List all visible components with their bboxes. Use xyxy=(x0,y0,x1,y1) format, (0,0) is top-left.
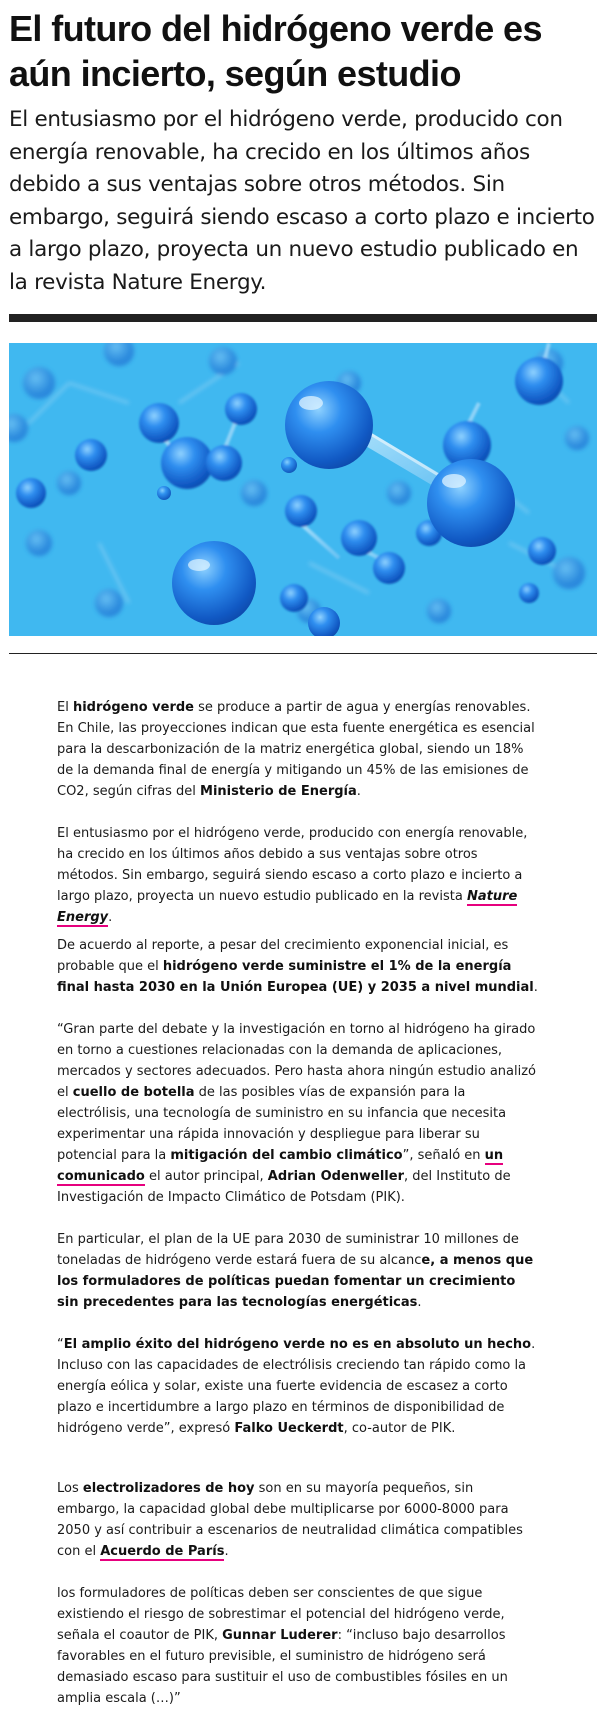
paragraph-1: El hidrógeno verde se produce a partir de agua y energías renovables. En Chile, las proyecciones indican que esta fuente energética es esencial para la descarbonización de la matriz energética global, siendo un 18% de la demanda final de energía y mitigando un 45% de las emisiones de CO2, según cifras del Ministerio de Energía. xyxy=(57,700,535,799)
paragraph-4: “Gran parte del debate y la investigación en torno al hidrógeno ha girado en torno a cuestiones relacionadas con la demanda de aplicaciones, mercados y sectores adecuados. Pero hasta ahora ningún estudio analizó el cuello de botella de las posibles vías de expansión para la electrólisis, una tecnología de suministro en su infancia que necesita experimentar una rápida innovación y despliegue para liberar su potencial para la mitigación del cambio climático”, señaló en un comunicado el autor principal, Adrian Odenweller, del Instituto de Investigación de Impacto Climático de Potsdam (PIK). xyxy=(57,1022,536,1205)
bold-text: mitigación del cambio climático xyxy=(170,1148,403,1163)
nature-energy-link[interactable]: Nature Energy xyxy=(57,889,518,925)
comunicado-link[interactable]: un comunicado xyxy=(57,1148,504,1184)
bold-text: e, a menos que los formuladores de políticas puedan fomentar un crecimiento sin precedentes para las tecnologías energéticas xyxy=(57,1253,534,1310)
paragraph-5: En particular, el plan de la UE para 2030 de suministrar 10 millones de toneladas de hidrógeno verde estará fuera de su alcance, a menos que los formuladores de políticas puedan fomentar un crecimiento sin precedentes para las tecnologías energéticas. xyxy=(57,1232,534,1310)
paragraph-6: “El amplio éxito del hidrógeno verde no es en absoluto un hecho. Incluso con las capacidades de electrólisis creciendo tan rápido como la energía eólica y solar, existe una fuerte evidencia de escasez a corto plazo e incertidumbre a largo plazo en términos de disponibilidad de hidrógeno verde”, expresó Falko Ueckerdt, co-autor de PIK. xyxy=(57,1337,536,1436)
bold-text: electrolizadores de hoy xyxy=(82,1481,255,1496)
bold-text: Falko Ueckerdt xyxy=(234,1421,344,1436)
acuerdo-paris-link[interactable]: Acuerdo de París xyxy=(100,1544,225,1559)
bold-text: El amplio éxito del hidrógeno verde no es en absoluto un hecho xyxy=(63,1337,532,1352)
bold-text: hidrógeno verde xyxy=(72,700,194,715)
bold-text: Gunnar Luderer xyxy=(222,1628,338,1643)
paragraph-3: De acuerdo al reporte, a pesar del crecimiento exponencial inicial, es probable que el hidrógeno verde suministre el 1% de la energía final hasta 2030 en la Unión Europea (UE) y 2035 a nivel mundial. xyxy=(57,938,538,995)
lede: El entusiasmo por el hidrógeno verde, producido con energía renovable, ha crecido en los últimos años debido a sus ventajas sobre otros métodos. Sin embargo, seguirá siendo escaso a corto plazo e incierto a largo plazo, proyecta un nuevo estudio publicado en la revista Nature Energy. xyxy=(9,107,595,295)
headline: El futuro del hidrógeno verde es aún incierto, según estudio xyxy=(9,8,542,94)
bold-text: hidrógeno verde suministre el 1% de la energía final hasta 2030 en la Unión Europea (UE) y 2035 a nivel mundial xyxy=(57,959,534,995)
article-body xyxy=(9,654,597,1709)
paragraph-2: El entusiasmo por el hidrógeno verde, producido con energía renovable, ha crecido en los últimos años debido a sus ventajas sobre otros métodos. Sin embargo, seguirá siendo escaso a corto plazo e incierto a largo plazo, proyecta un nuevo estudio publicado en la revista Nature Energy. xyxy=(57,826,528,925)
paragraph-7: Los electrolizadores de hoy son en su mayoría pequeños, sin embargo, la capacidad global debe multiplicarse por 6000-8000 para 2050 y así contribuir a escenarios de neutralidad climática compatibles con el Acuerdo de París. xyxy=(57,1481,523,1559)
page xyxy=(0,6,606,1709)
bold-text: Adrian Odenweller xyxy=(267,1169,404,1184)
paragraph-8: los formuladores de políticas deben ser conscientes de que sigue existiendo el riesgo de sobrestimar el potencial del hidrógeno verde, señala el coautor de PIK, Gunnar Luderer: “incluso bajo desarrollos favorables en el futuro previsible, el suministro de hidrógeno será demasiado escaso para sustituir el uso de combustibles fósiles en un amplia escala (…)” xyxy=(57,1586,508,1706)
hero-image[interactable] xyxy=(9,343,597,636)
bold-text: cuello de botella xyxy=(72,1085,195,1100)
molecule-illustration xyxy=(9,343,597,636)
thick-divider xyxy=(9,314,597,322)
bold-text: Ministerio de Energía xyxy=(200,784,357,799)
